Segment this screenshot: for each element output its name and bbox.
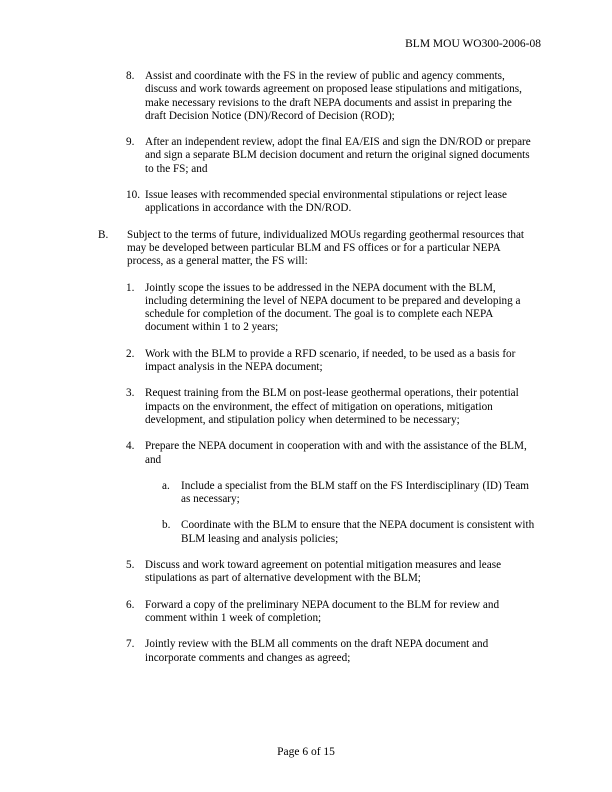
sub-item-b4b: [0, 519, 537, 546]
list-item-number: 4.: [126, 440, 135, 453]
sub-item-letter: a.: [162, 479, 170, 492]
list-item-text: Work with the BLM to provide a RFD scenario, if needed, to be used as a basis for impact analysis in the NEPA document;: [145, 347, 516, 374]
list-item-text: Request training from the BLM on post-lease geothermal operations, their potential impacts on the environment, the effect of mitigation on operations, mitigation development, and stipulation policy when determined to be necessary;: [145, 387, 519, 426]
page-body: [0, 70, 612, 678]
list-item-b6: [0, 599, 533, 626]
list-item-number: 7.: [126, 638, 135, 651]
list-item-number: 10.: [126, 189, 140, 202]
list-item-text: Forward a copy of the preliminary NEPA document to the BLM for review and comment within 1 week of completion;: [145, 598, 500, 624]
list-item-number: 1.: [126, 281, 135, 294]
list-item-text: Issue leases with recommended special environmental stipulations or reject lease applications in accordance with the DN/ROD.: [145, 189, 507, 215]
page-number-footer: Page 6 of 15: [277, 746, 335, 758]
list-item-text: Assist and coordinate with the FS in the review of public and agency comments, discuss and work towards agreement on proposed lease stipulations and mitigations, make necessary revisions to the draft NEPA documents and assist in preparing the draft Decision Notice (DN)/Record of Decision (ROD);: [145, 70, 522, 122]
list-item-b5: [0, 559, 533, 586]
section-text: Subject to the terms of future, individualized MOUs regarding geothermal resources that may be developed between particular BLM and FS offices or for a particular NEPA process, as a general matter, the FS will:: [127, 228, 525, 268]
sub-item-letter: b.: [162, 519, 171, 532]
list-item-number: 8.: [126, 70, 135, 82]
list-item-text: Discuss and work toward agreement on potential mitigation measures and lease stipulations as part of alternative development with the BLM;: [145, 559, 502, 585]
list-item-b4: [0, 440, 533, 467]
list-item-text: Jointly review with the BLM all comments on the draft NEPA document and incorporate comments and changes as agreed;: [145, 638, 489, 664]
list-item-a9: [0, 136, 533, 176]
list-item-b1: [0, 282, 533, 335]
sub-item-text: Include a specialist from the BLM staff on the FS Interdisciplinary (ID) Team as necessary;: [181, 479, 530, 506]
list-item-number: 6.: [126, 598, 135, 611]
section-b-intro: [0, 229, 534, 269]
section-letter: B.: [98, 228, 109, 241]
list-item-b2: [0, 348, 533, 375]
list-item-a10: [0, 189, 533, 216]
document-id-header: BLM MOU WO300-2006-08: [405, 38, 541, 50]
list-item-b3: [0, 387, 533, 427]
list-item-b7: [0, 638, 533, 665]
list-item-number: 9.: [126, 136, 135, 149]
list-item-a8: [0, 70, 533, 123]
list-item-text: After an independent review, adopt the final EA/EIS and sign the DN/ROD or prepare and sign a separate BLM decision document and return the original signed documents to the FS; and: [145, 136, 531, 175]
list-item-text: Prepare the NEPA document in cooperation with and with the assistance of the BLM, and: [145, 440, 527, 466]
sub-item-text: Coordinate with the BLM to ensure that the NEPA document is consistent with BLM leasing and analysis policies;: [181, 519, 535, 545]
list-item-number: 3.: [126, 387, 135, 400]
list-item-number: 5.: [126, 559, 135, 572]
list-item-number: 2.: [126, 347, 135, 360]
list-item-text: Jointly scope the issues to be addressed in the NEPA document with the BLM, including determining the level of NEPA document to be prepared and developing a schedule for completion of the document. The goal is to complete each NEPA document within 1 to 2 years;: [145, 281, 521, 334]
sub-item-b4a: [0, 480, 537, 507]
